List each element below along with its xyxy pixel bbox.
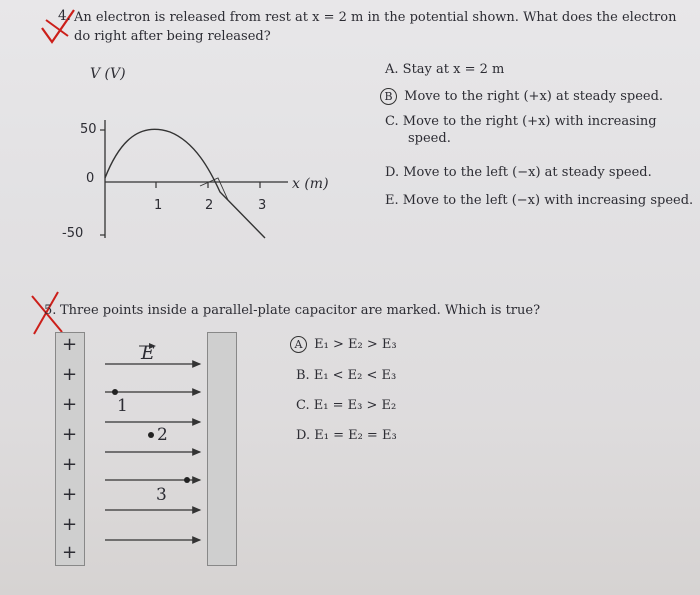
point-label-2: 2 xyxy=(157,425,168,445)
potential-graph xyxy=(60,60,350,250)
y-tick-0: 0 xyxy=(86,171,95,186)
plus-sign: + xyxy=(62,394,78,415)
field-lines xyxy=(55,332,245,572)
plus-sign: + xyxy=(62,454,78,475)
field-label: E xyxy=(141,342,155,364)
q4-option-a-text: Stay at x = 2 m xyxy=(402,62,505,77)
q4-option-e[interactable] xyxy=(385,193,693,209)
q4-option-d-text: Move to the left (−x) at steady speed. xyxy=(403,165,652,180)
q4-option-d-letter: D. xyxy=(385,165,400,180)
q5-option-a[interactable] xyxy=(290,336,397,353)
plus-sign: + xyxy=(62,484,78,505)
point-2-dot xyxy=(148,432,154,438)
q4-prompt-line2: do right after being released? xyxy=(74,29,271,44)
plus-sign: + xyxy=(62,334,78,355)
q5-option-a-circled-letter: A xyxy=(290,336,307,353)
q4-option-d[interactable] xyxy=(385,165,652,181)
point-label-3: 3 xyxy=(156,485,167,505)
q4-option-b-text: Move to the right (+x) at steady speed. xyxy=(404,89,664,104)
point-label-1: 1 xyxy=(117,396,128,416)
q5-option-b-letter: B. xyxy=(296,368,310,383)
q5-option-b[interactable] xyxy=(296,368,396,384)
q5-option-d-text: E₁ = E₂ = E₃ xyxy=(314,428,397,443)
x-tick-3: 3 xyxy=(258,198,267,213)
q4-option-c-continuation: speed. xyxy=(408,131,451,146)
q4-option-a[interactable] xyxy=(385,62,504,78)
q4-option-c-letter: C. xyxy=(385,114,399,129)
q4-option-b[interactable] xyxy=(380,88,663,105)
q4-option-c[interactable] xyxy=(385,114,657,130)
x-tick-1: 1 xyxy=(154,198,163,213)
point-3-dot xyxy=(184,477,190,483)
q5-option-b-text: E₁ < E₂ < E₃ xyxy=(313,368,397,383)
q4-number: 4. xyxy=(58,8,71,24)
q5-option-d-letter: D. xyxy=(296,428,311,443)
q5-option-d[interactable] xyxy=(296,428,397,444)
q4-prompt-line1: An electron is released from rest at x = 2 m in the potential shown. What does the electron xyxy=(74,10,677,25)
q4-option-c-text: Move to the right (+x) with increasing xyxy=(402,114,657,129)
potential-curve-plot xyxy=(60,60,350,250)
plus-sign: + xyxy=(62,364,78,385)
q5-option-a-text: E₁ > E₂ > E₃ xyxy=(314,337,397,352)
q5-option-c-letter: C. xyxy=(296,398,310,413)
y-axis-label: V (V) xyxy=(90,66,126,82)
plus-sign: + xyxy=(62,514,78,535)
y-tick-50: 50 xyxy=(80,122,97,137)
q4-option-e-text: Move to the left (−x) with increasing speed. xyxy=(402,193,694,208)
potential-curve xyxy=(105,129,265,238)
point-1-dot xyxy=(112,389,118,395)
x-axis-label: x (m) xyxy=(292,176,329,192)
y-tick-minus50: -50 xyxy=(62,226,84,241)
q4-option-e-letter: E. xyxy=(385,193,399,208)
q4-option-a-letter: A. xyxy=(385,62,399,77)
q5-option-c-text: E₁ = E₃ > E₂ xyxy=(313,398,397,413)
plus-sign: + xyxy=(62,424,78,445)
q5-number: 5. xyxy=(44,303,57,318)
plus-sign: + xyxy=(62,542,78,563)
q5-option-c[interactable] xyxy=(296,398,396,414)
q4-option-b-circled-letter: B xyxy=(380,88,397,105)
q5-prompt: Three points inside a parallel-plate capacitor are marked. Which is true? xyxy=(60,303,541,318)
capacitor-diagram xyxy=(55,332,245,572)
x-tick-2: 2 xyxy=(205,198,214,213)
